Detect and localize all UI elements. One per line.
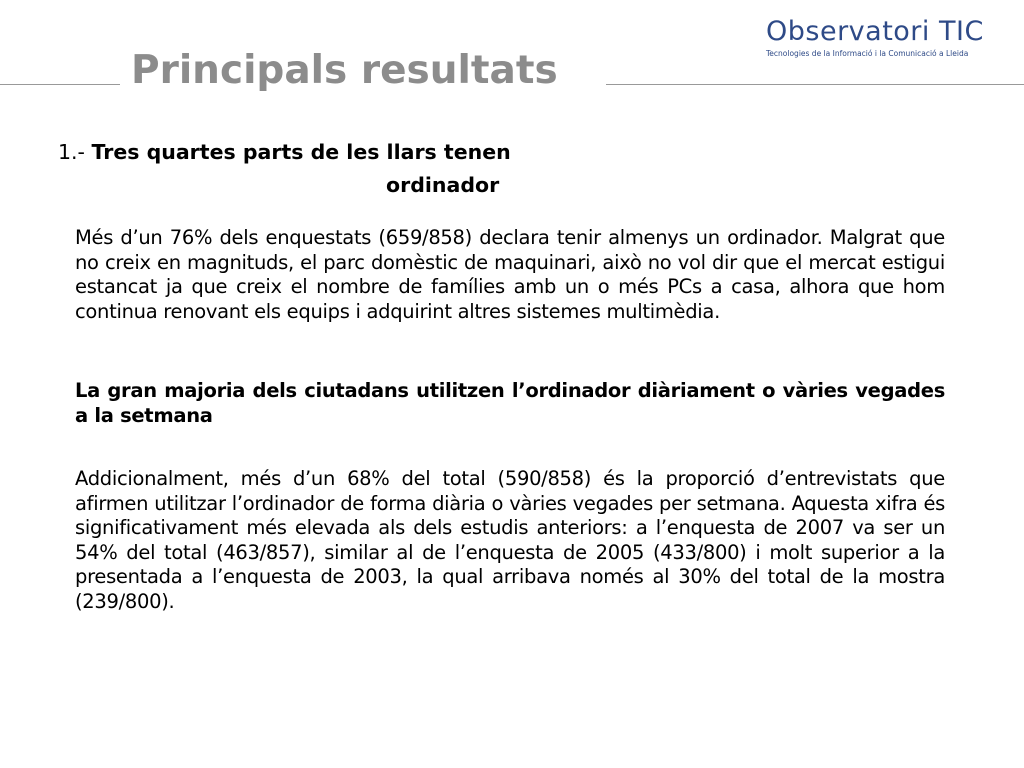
slide-title: Principals resultats — [131, 48, 558, 93]
logo-tagline: Tecnologies de la Informació i la Comunicació a Lleida — [766, 49, 969, 58]
paragraph-daily-use-details: Addicionalment, més d’un 68% del total (590/858) és la proporció d’entrevistats que afirmen utilitzar l’ordinador de forma diària o vàries vegades per setmana. Aquesta xifra és significativament més elevada als dels estudis anteriors: a l’enquesta de 2007 va ser un 54% del total (463/857), similar al de l’enquesta de 2005 (433/800) i molt superior a la presentada a l’enquesta de 2003, la qual arribava només al 30% del total de la mostra (239/800). — [75, 467, 945, 613]
section-heading — [58, 136, 618, 202]
paragraph-computer-ownership: Més d’un 76% dels enquestats (659/858) declara tenir almenys un ordinador. Malgrat que no creix en magnituds, el parc domèstic de maquinari, això no vol dir que el mercat estigui estancat ja que creix el nombre de famílies amb un o més PCs a casa, alhora que hom continua renovant els equips i adquirint altres sistemes multimèdia. — [75, 226, 945, 323]
paragraph-daily-use-highlight: La gran majoria dels ciutadans utilitzen l’ordinador diàriament o vàries vegades a la setmana — [75, 379, 945, 427]
section-number: 1.- — [58, 140, 92, 164]
section-heading-line2: ordinador — [386, 173, 500, 197]
title-rule-right — [606, 84, 1024, 85]
logo-name: Observatori TIC — [766, 16, 984, 47]
title-rule-left — [0, 84, 120, 85]
observatori-tic-logo — [766, 16, 1016, 59]
section-heading-line1: Tres quartes parts de les llars tenen — [91, 140, 511, 164]
